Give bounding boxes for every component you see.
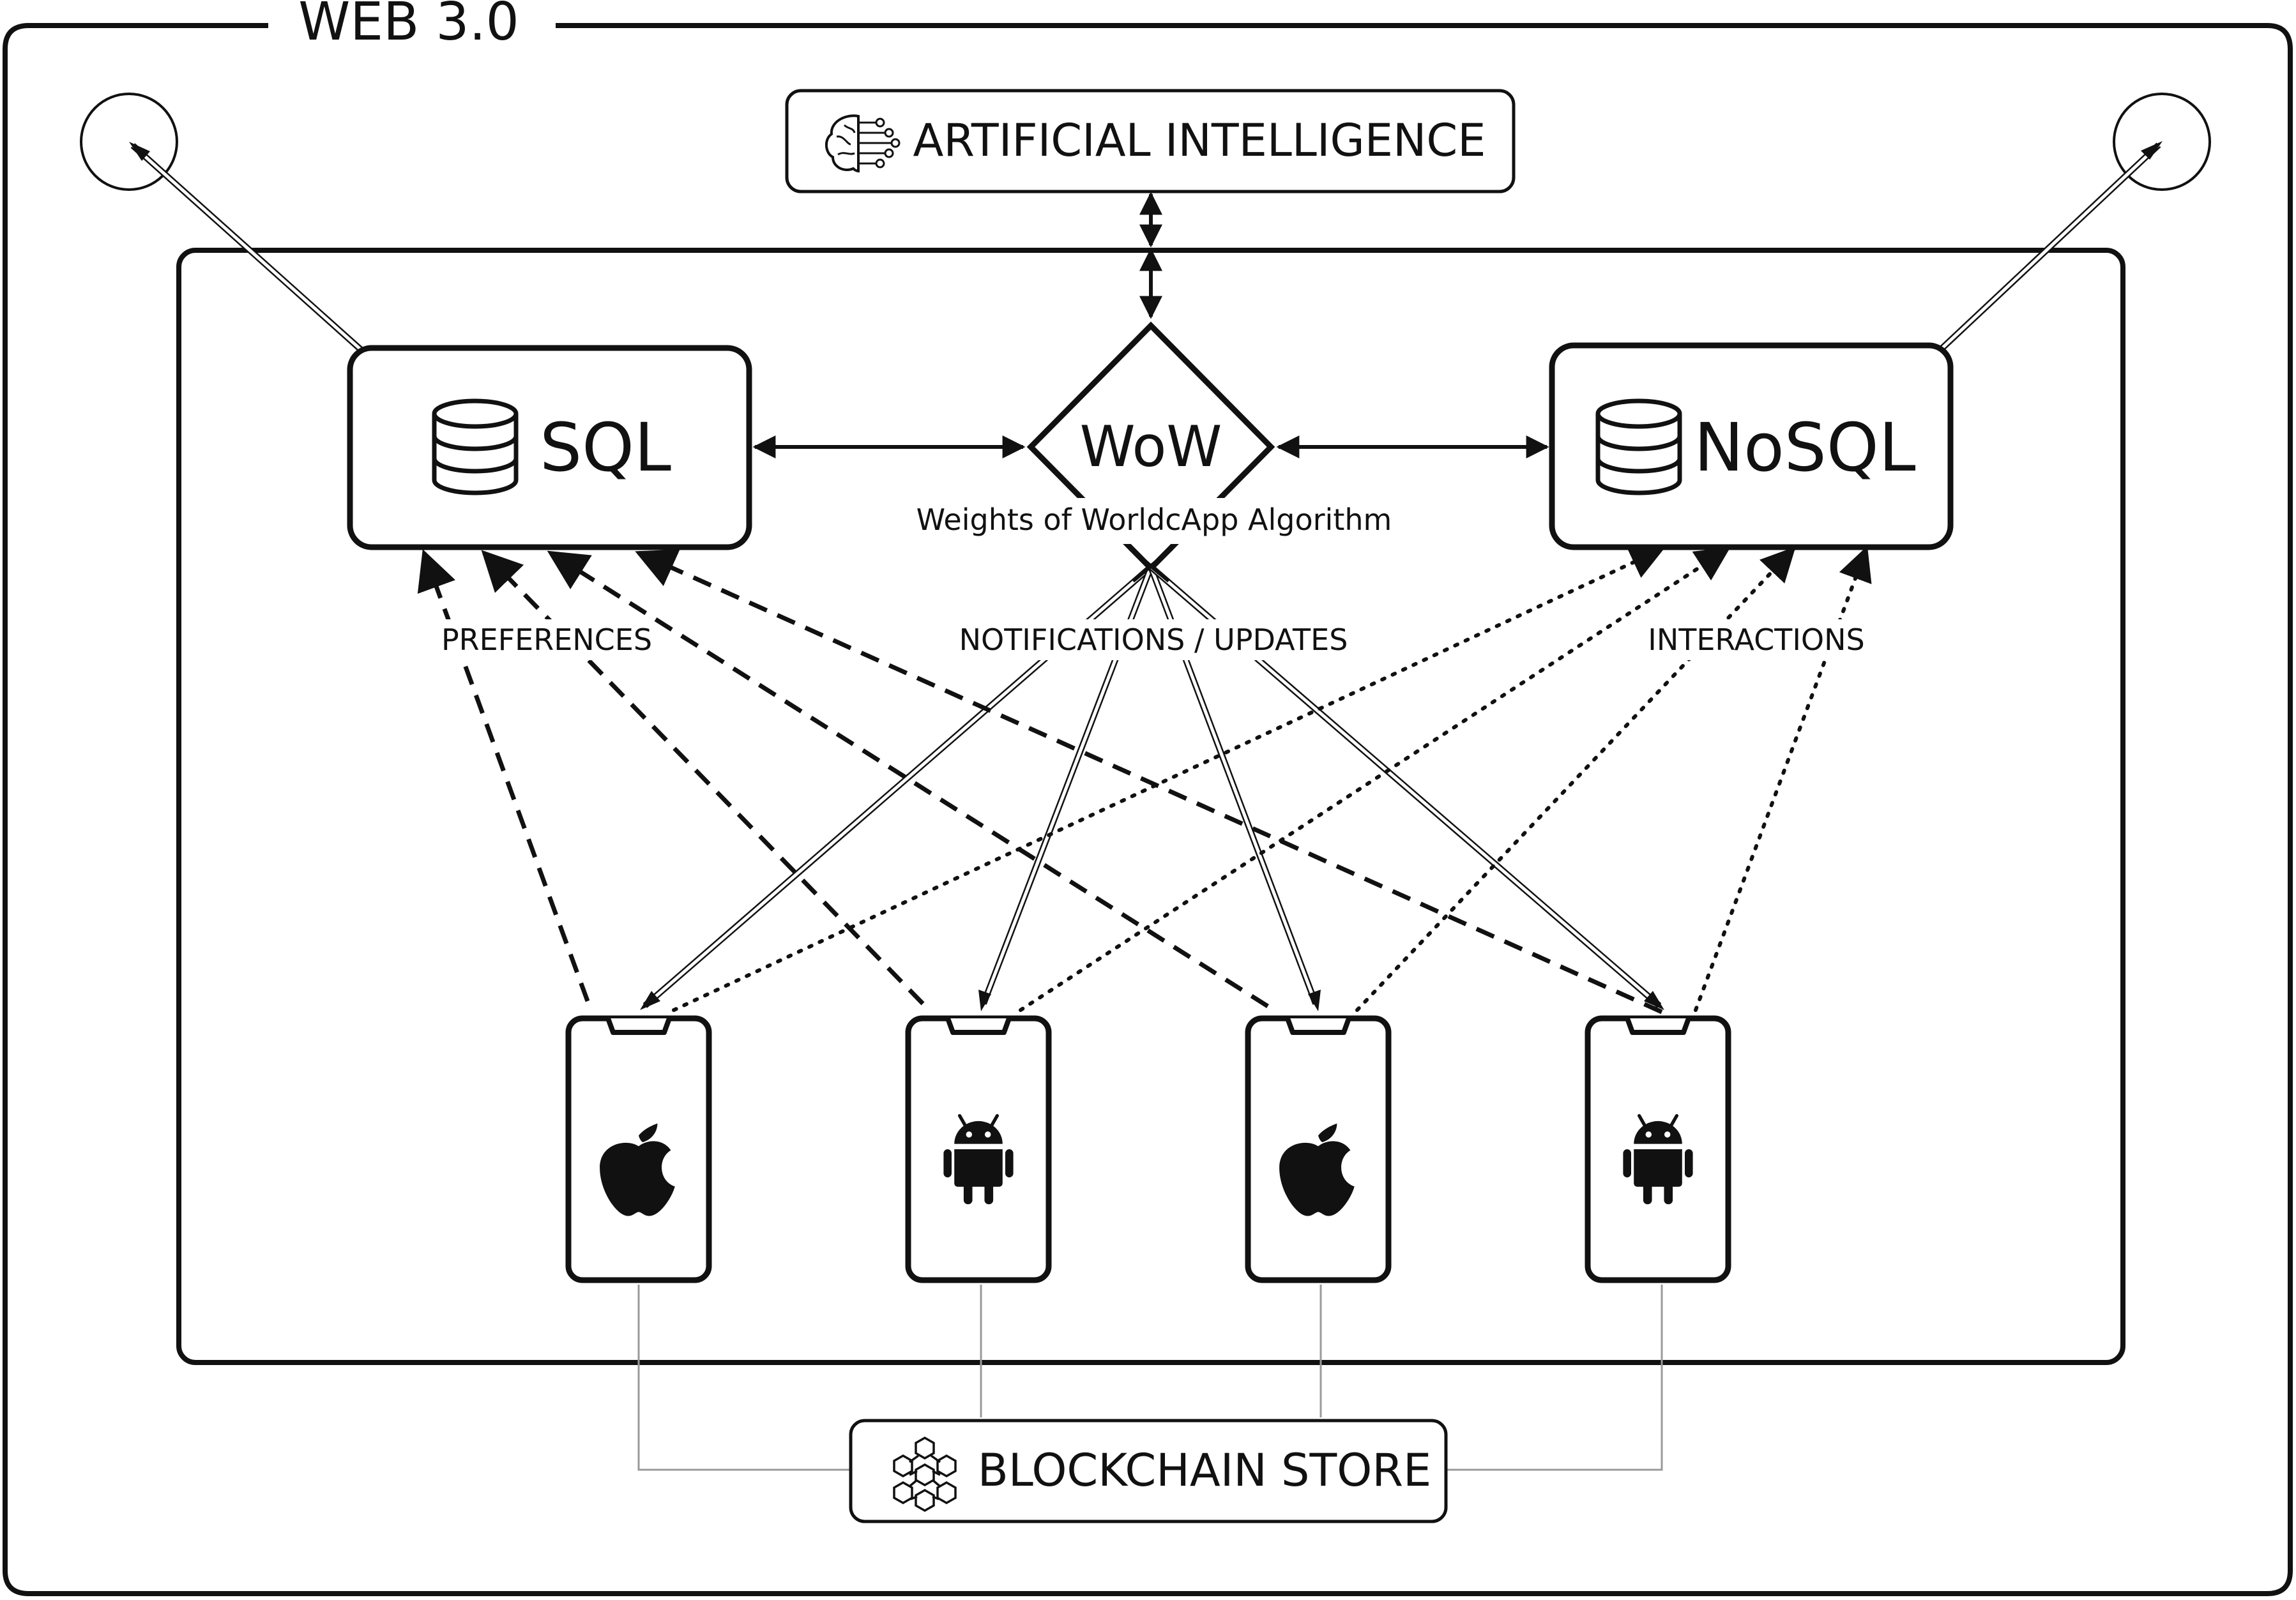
sql-label: SQL [540, 409, 671, 487]
device-phone-1 [568, 1018, 709, 1280]
ai-label: ARTIFICIAL INTELLIGENCE [913, 114, 1486, 167]
device-phone-4 [1588, 1018, 1728, 1280]
device-phone-3 [1248, 1018, 1388, 1280]
interactions-label: INTERACTIONS [1648, 623, 1865, 657]
external-link-right [1940, 141, 2163, 350]
nosql-label: NoSQL [1694, 409, 1916, 487]
device-phone-2 [908, 1018, 1049, 1280]
interaction-lines [674, 549, 1866, 1010]
notifications-label: NOTIFICATIONS / UPDATES [959, 623, 1348, 657]
frame-title: WEB 3.0 [298, 0, 519, 52]
wow-label: WoW [1079, 414, 1222, 479]
web3-frame [5, 26, 2290, 1594]
blockchain-label: BLOCKCHAIN STORE [977, 1444, 1432, 1497]
external-link-left [129, 142, 364, 352]
preferences-label: PREFERENCES [441, 623, 653, 657]
wow-caption: Weights of WorldcApp Algorithm [916, 502, 1392, 537]
